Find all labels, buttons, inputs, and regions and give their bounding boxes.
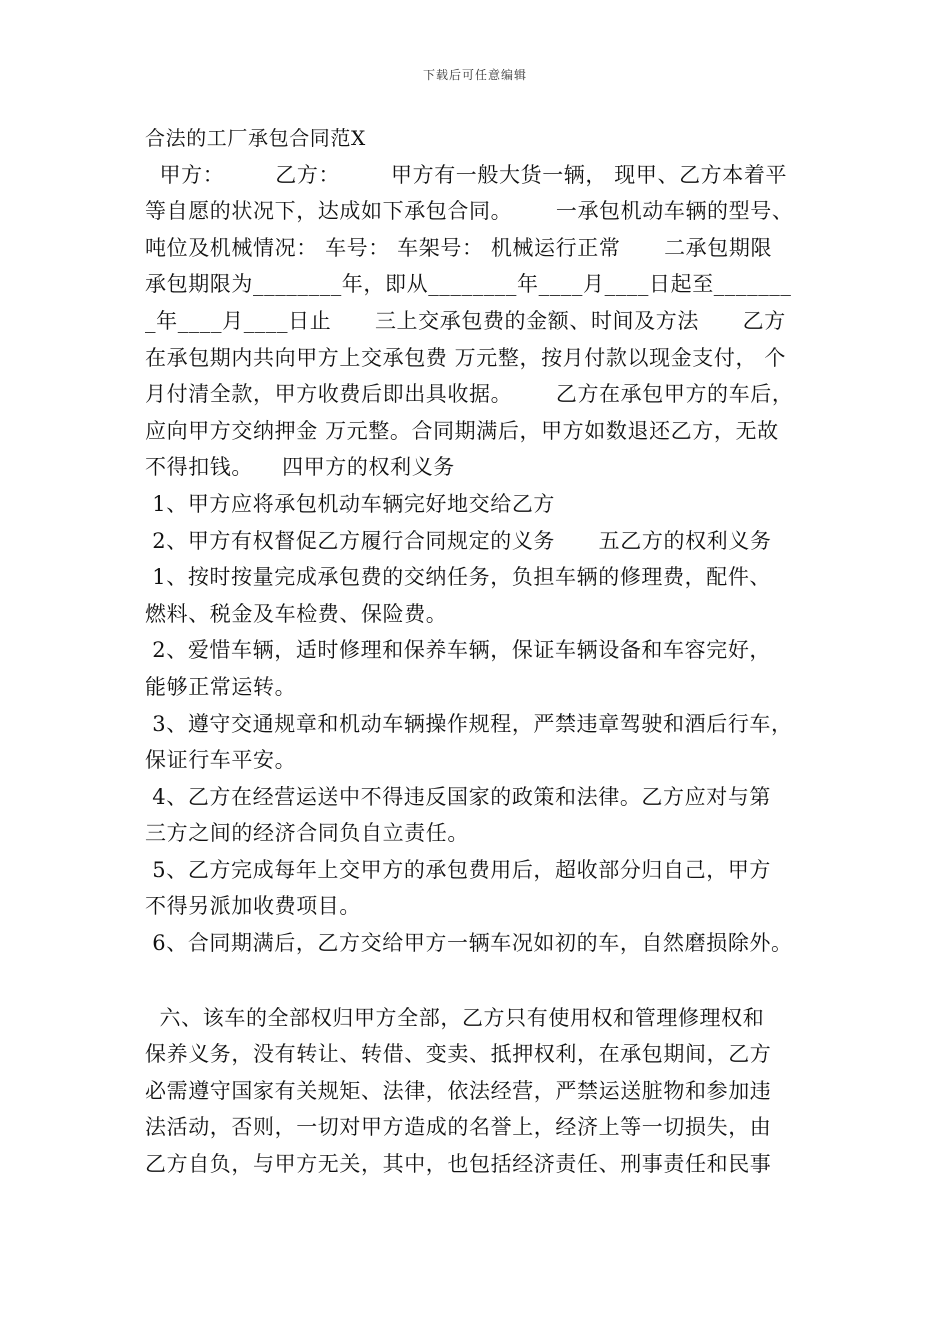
clause-line: 5、乙方完成每年上交甲方的承包费用后，超收部分归自己，甲方 — [145, 857, 772, 882]
clause-line: 能够正常运转。 — [145, 674, 297, 699]
paragraph-line: 吨位及机械情况： 车号： 车架号： 机械运行正常 二承包期限 — [145, 235, 773, 260]
paragraph-line: 不得扣钱。 四甲方的权利义务 — [145, 455, 455, 480]
contract-body — [145, 120, 845, 1183]
paragraph-line: 应向甲方交纳押金 万元整。合同期满后，甲方如数退还乙方，无故 — [145, 418, 779, 443]
paragraph-line: 必需遵守国家有关规矩、法律，依法经营，严禁运送脏物和参加违 — [145, 1078, 772, 1103]
paragraph-line: 保养义务，没有转让、转借、变卖、抵押权利，在承包期间，乙方 — [145, 1042, 772, 1067]
paragraph-line: 六、该车的全部权归甲方全部，乙方只有使用权和管理修理权和 — [145, 1005, 765, 1030]
clause-line: 三方之间的经济合同负自立责任。 — [145, 821, 469, 846]
paragraph-line: 在承包期内共向甲方上交承包费 万元整，按月付款以现金支付， 个 — [145, 345, 786, 370]
paragraph-gap — [145, 962, 845, 1000]
clause-line: 不得另派加收费项目。 — [145, 894, 361, 919]
header-note: 下载后可任意编辑 — [422, 68, 527, 82]
clause-line: 燃料、税金及车检费、保险费。 — [145, 601, 448, 626]
clause-line: 2、爱惜车辆，适时修理和保养车辆，保证车辆设备和车容完好， — [145, 638, 772, 663]
paragraph-line: _年____月____日止 三上交承包费的金额、时间及方法 乙方 — [145, 308, 786, 333]
clause-line: 保证行车平安。 — [145, 748, 297, 773]
paragraph-line: 等自愿的状况下，达成如下承包合同。 一承包机动车辆的型号、 — [145, 199, 794, 224]
document-title: 合法的工厂承包合同范X — [145, 126, 366, 150]
paragraph-line: 法活动，否则，一切对甲方造成的名誉上，经济上等一切损失，由 — [145, 1115, 772, 1140]
clause-line: 3、遵守交通规章和机动车辆操作规程，严禁违章驾驶和酒后行车， — [145, 711, 793, 736]
paragraph-line: 乙方自负，与甲方无关，其中，也包括经济责任、刑事责任和民事 — [145, 1152, 772, 1177]
clause-line: 2、甲方有权督促乙方履行合同规定的义务 五乙方的权利义务 — [145, 528, 772, 553]
paragraph-line: 月付清全款，甲方收费后即出具收据。 乙方在承包甲方的车后， — [145, 382, 794, 407]
clause-line: 4、乙方在经营运送中不得违反国家的政策和法律。乙方应对与第 — [145, 784, 772, 809]
paragraph-line: 承包期限为________年，即从________年____月____日起至_______ — [145, 272, 792, 297]
paragraph-line: 甲方： 乙方： 甲方有一般大货一辆， 现甲、乙方本着平 — [145, 162, 788, 187]
clause-line: 1、按时按量完成承包费的交纳任务，负担车辆的修理费，配件、 — [145, 565, 772, 590]
clause-line: 6、合同期满后，乙方交给甲方一辆车况如初的车，自然磨损除外。 — [145, 931, 793, 956]
clause-line: 1、甲方应将承包机动车辆完好地交给乙方 — [145, 491, 556, 516]
